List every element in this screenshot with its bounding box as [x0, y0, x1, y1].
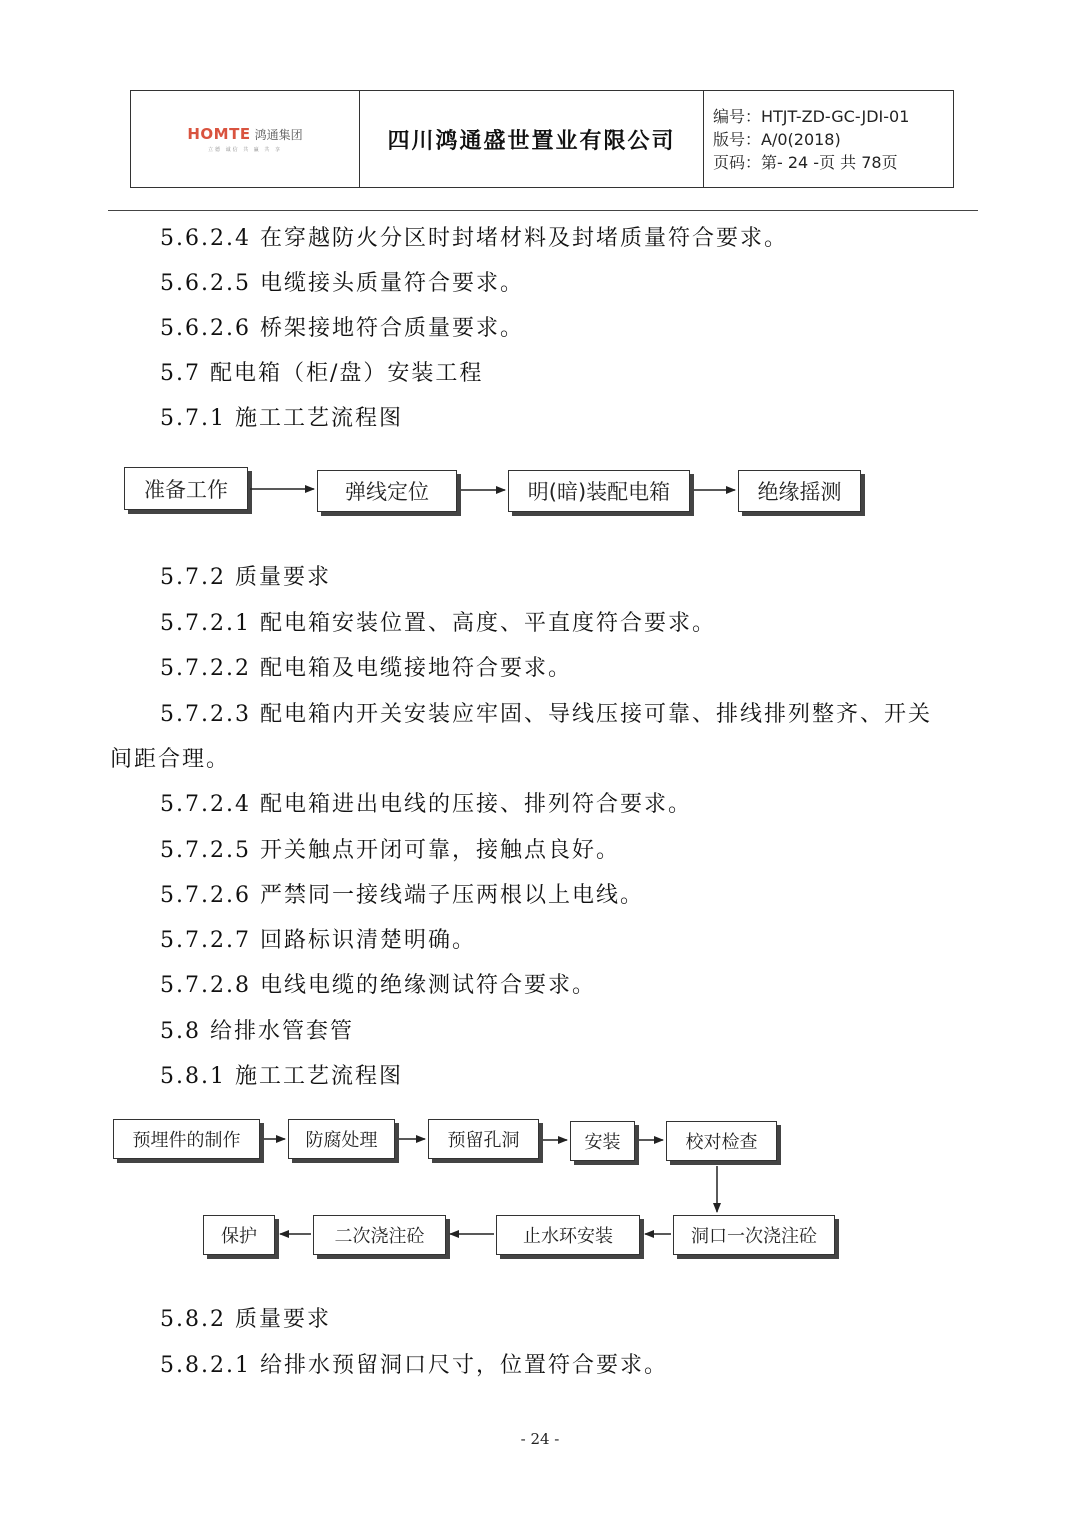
flow-step-protect: 保护: [203, 1215, 275, 1255]
logo-tagline: 立德 诚信 共 赢 共 享: [208, 147, 282, 153]
flow-step-marking: 弹线定位: [317, 470, 457, 512]
section-5-7-heading: 5.7 配电箱（柜/盘）安装工程: [160, 361, 484, 386]
clause-5-7-2-3-cont: 间距合理。: [110, 747, 231, 772]
clause-5-7-2-3: 5.7.2.3 配电箱内开关安装应牢固、导线压接可靠、排线排列整齐、开关: [160, 702, 932, 727]
clause-5-7-2-1: 5.7.2.1 配电箱安装位置、高度、平直度符合要求。: [160, 611, 716, 636]
section-5-8-heading: 5.8 给排水管套管: [160, 1019, 354, 1044]
company-name: 四川鸿通盛世置业有限公司: [387, 127, 676, 154]
section-5-8-2-heading: 5.8.2 质量要求: [160, 1307, 331, 1332]
flow-step-reserve-hole: 预留孔洞: [428, 1119, 539, 1159]
clause-5-6-2-6: 5.6.2.6 桥架接地符合质量要求。: [160, 316, 524, 341]
page-number: - 24 -: [520, 1430, 560, 1448]
section-5-7-1-heading: 5.7.1 施工工艺流程图: [160, 406, 403, 431]
clause-5-8-2-1: 5.8.2.1 给排水预留洞口尺寸，位置符合要求。: [160, 1353, 668, 1378]
clause-5-7-2-7: 5.7.2.7 回路标识清楚明确。: [160, 928, 476, 953]
section-5-8-1-heading: 5.8.1 施工工艺流程图: [160, 1064, 403, 1089]
clause-5-7-2-5: 5.7.2.5 开关触点开闭可靠，接触点良好。: [160, 838, 620, 863]
clause-5-6-2-4: 5.6.2.4 在穿越防火分区时封堵材料及封堵质量符合要求。: [160, 226, 788, 251]
clause-5-7-2-8: 5.7.2.8 电线电缆的绝缘测试符合要求。: [160, 973, 596, 998]
flow-step-check: 校对检查: [666, 1121, 777, 1161]
flow-step-embed-fabrication: 预埋件的制作: [113, 1119, 260, 1159]
flow-step-first-pour: 洞口一次浇注砼: [673, 1215, 835, 1255]
flow-step-water-stop-ring: 止水环安装: [496, 1215, 640, 1255]
flow-step-install-box: 明(暗)装配电箱: [508, 470, 690, 512]
clause-5-7-2-6: 5.7.2.6 严禁同一接线端子压两根以上电线。: [160, 883, 644, 908]
clause-5-7-2-4: 5.7.2.4 配电箱进出电线的压接、排列符合要求。: [160, 792, 692, 817]
clause-5-7-2-2: 5.7.2.2 配电箱及电缆接地符合要求。: [160, 656, 572, 681]
flow-step-anticorrosion: 防腐处理: [288, 1119, 395, 1159]
logo-brand: HOMTE: [187, 125, 251, 143]
document-code: 编号：HTJT-ZD-GC-JDⅠ-01: [713, 106, 910, 126]
page-info: 页码：第- 24 -页 共 78页: [713, 152, 898, 172]
logo-chinese-name: 鸿通集团: [254, 128, 303, 142]
document-version: 版号：A/0(2018): [713, 129, 841, 149]
flow-step-insulation-test: 绝缘摇测: [738, 470, 861, 512]
flow-step-install: 安装: [570, 1121, 635, 1161]
flow-step-second-pour: 二次浇注砼: [313, 1215, 446, 1255]
clause-5-6-2-5: 5.6.2.5 电缆接头质量符合要求。: [160, 271, 524, 296]
flow-step-prepare: 准备工作: [124, 467, 248, 510]
section-5-7-2-heading: 5.7.2 质量要求: [160, 565, 331, 590]
